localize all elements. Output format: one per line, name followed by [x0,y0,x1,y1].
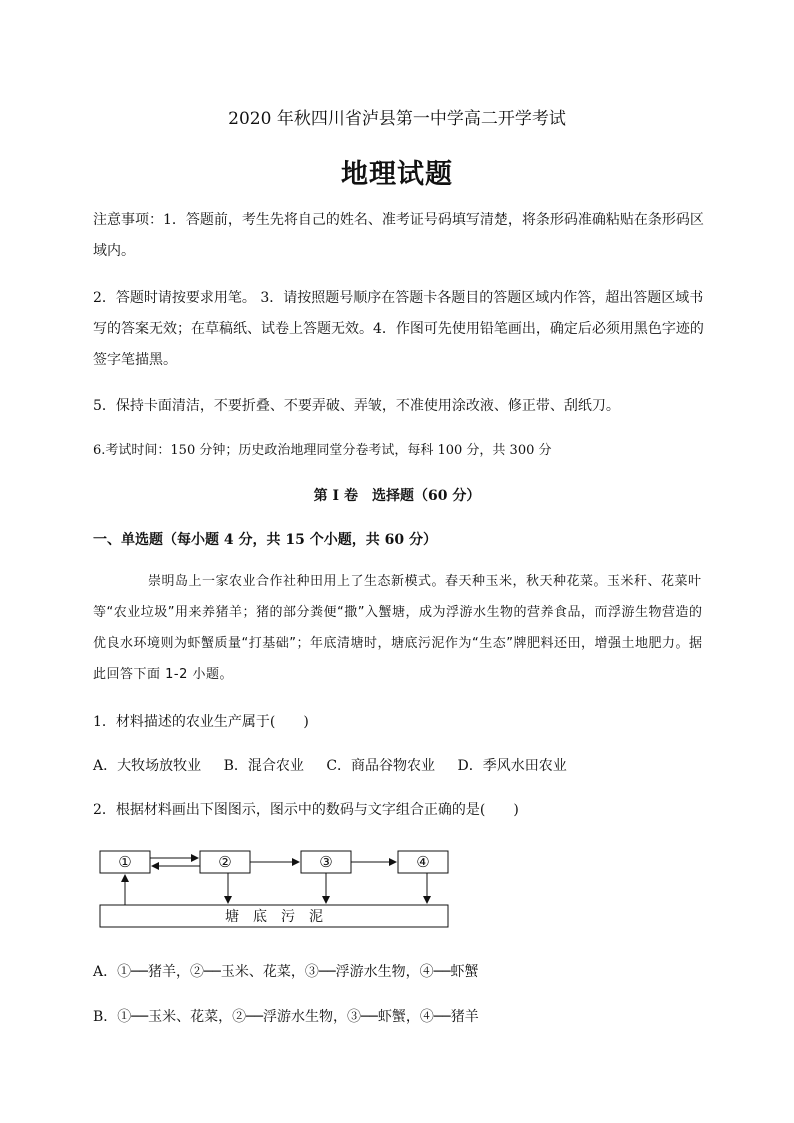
exam-title: 2020 年秋四川省泸县第一中学高二开学考试 [228,109,566,129]
flow-diagram [93,840,463,940]
notice-line-1: 注意事项：1．答题前，考生先将自己的姓名、准考证号码填写清楚，将条形码准确粘贴在条形码区域内。 [93,212,704,259]
q2-option-a[interactable]: A．①──猪羊，②──玉米、花菜，③──浮游水生物，④──虾蟹 [93,964,479,980]
q2-stem: 2．根据材料画出下图图示，图示中的数码与文字组合正确的是( ) [93,802,519,818]
q1-stem: 1．材料描述的农业生产属于( ) [93,714,309,730]
node-4: ④ [416,853,430,871]
bottom-label: 塘 底 污 泥 [225,909,323,925]
notice-line-2: 2．答题时请按要求用笔。 3．请按照题号顺序在答题卡各题目的答题区域内作答，超出答题区域书写的答案无效；在草稿纸、试卷上答题无效。4．作图可先使用铅笔画出，确定后必须用黑色字迹的签字笔描黑。 [93,290,704,368]
q2-option-b[interactable]: B．①──玉米、花菜，②──浮游水生物，③──虾蟹，④──猪羊 [93,1009,479,1025]
node-1: ① [118,853,132,871]
q1-option-b[interactable]: B．混合农业 [223,758,304,774]
section1-title: 一、单选题（每小题 4 分，共 15 个小题，共 60 分） [93,532,437,548]
part1-title: 第 I 卷 选择题（60 分） [313,488,481,504]
notice-line-3: 5．保持卡面清洁，不要折叠、不要弄破、弄皱，不准使用涂改液、修正带、刮纸刀。 [93,398,620,414]
q1-option-d[interactable]: D．季风水田农业 [457,758,567,774]
q1-option-c[interactable]: C．商品谷物农业 [326,758,436,774]
material-passage: 崇明岛上一家农业合作社种田用上了生态新模式。春天种玉米，秋天种花菜。玉米秆、花菜叶等“农业垃圾”用来养猪羊；猪的部分粪便“撒”入蟹塘，成为浮游水生物的营养食品，而浮游生物营造的优良水环境则为虾蟹质量“打基础”；年底清塘时，塘底污泥作为“生态”牌肥料还田，增强土地肥力。据此回答下面 1-2 小题。 [93,574,703,682]
node-3: ③ [319,853,333,871]
node-2: ② [218,853,232,871]
q1-option-a[interactable]: A．大牧场放牧业 [93,758,202,774]
q1-options [93,755,585,775]
notice-line-4: 6.考试时间：150 分钟；历史政治地理同堂分卷考试，每科 100 分，共 300 分 [93,443,552,458]
subject-title: 地理试题 [341,159,453,190]
